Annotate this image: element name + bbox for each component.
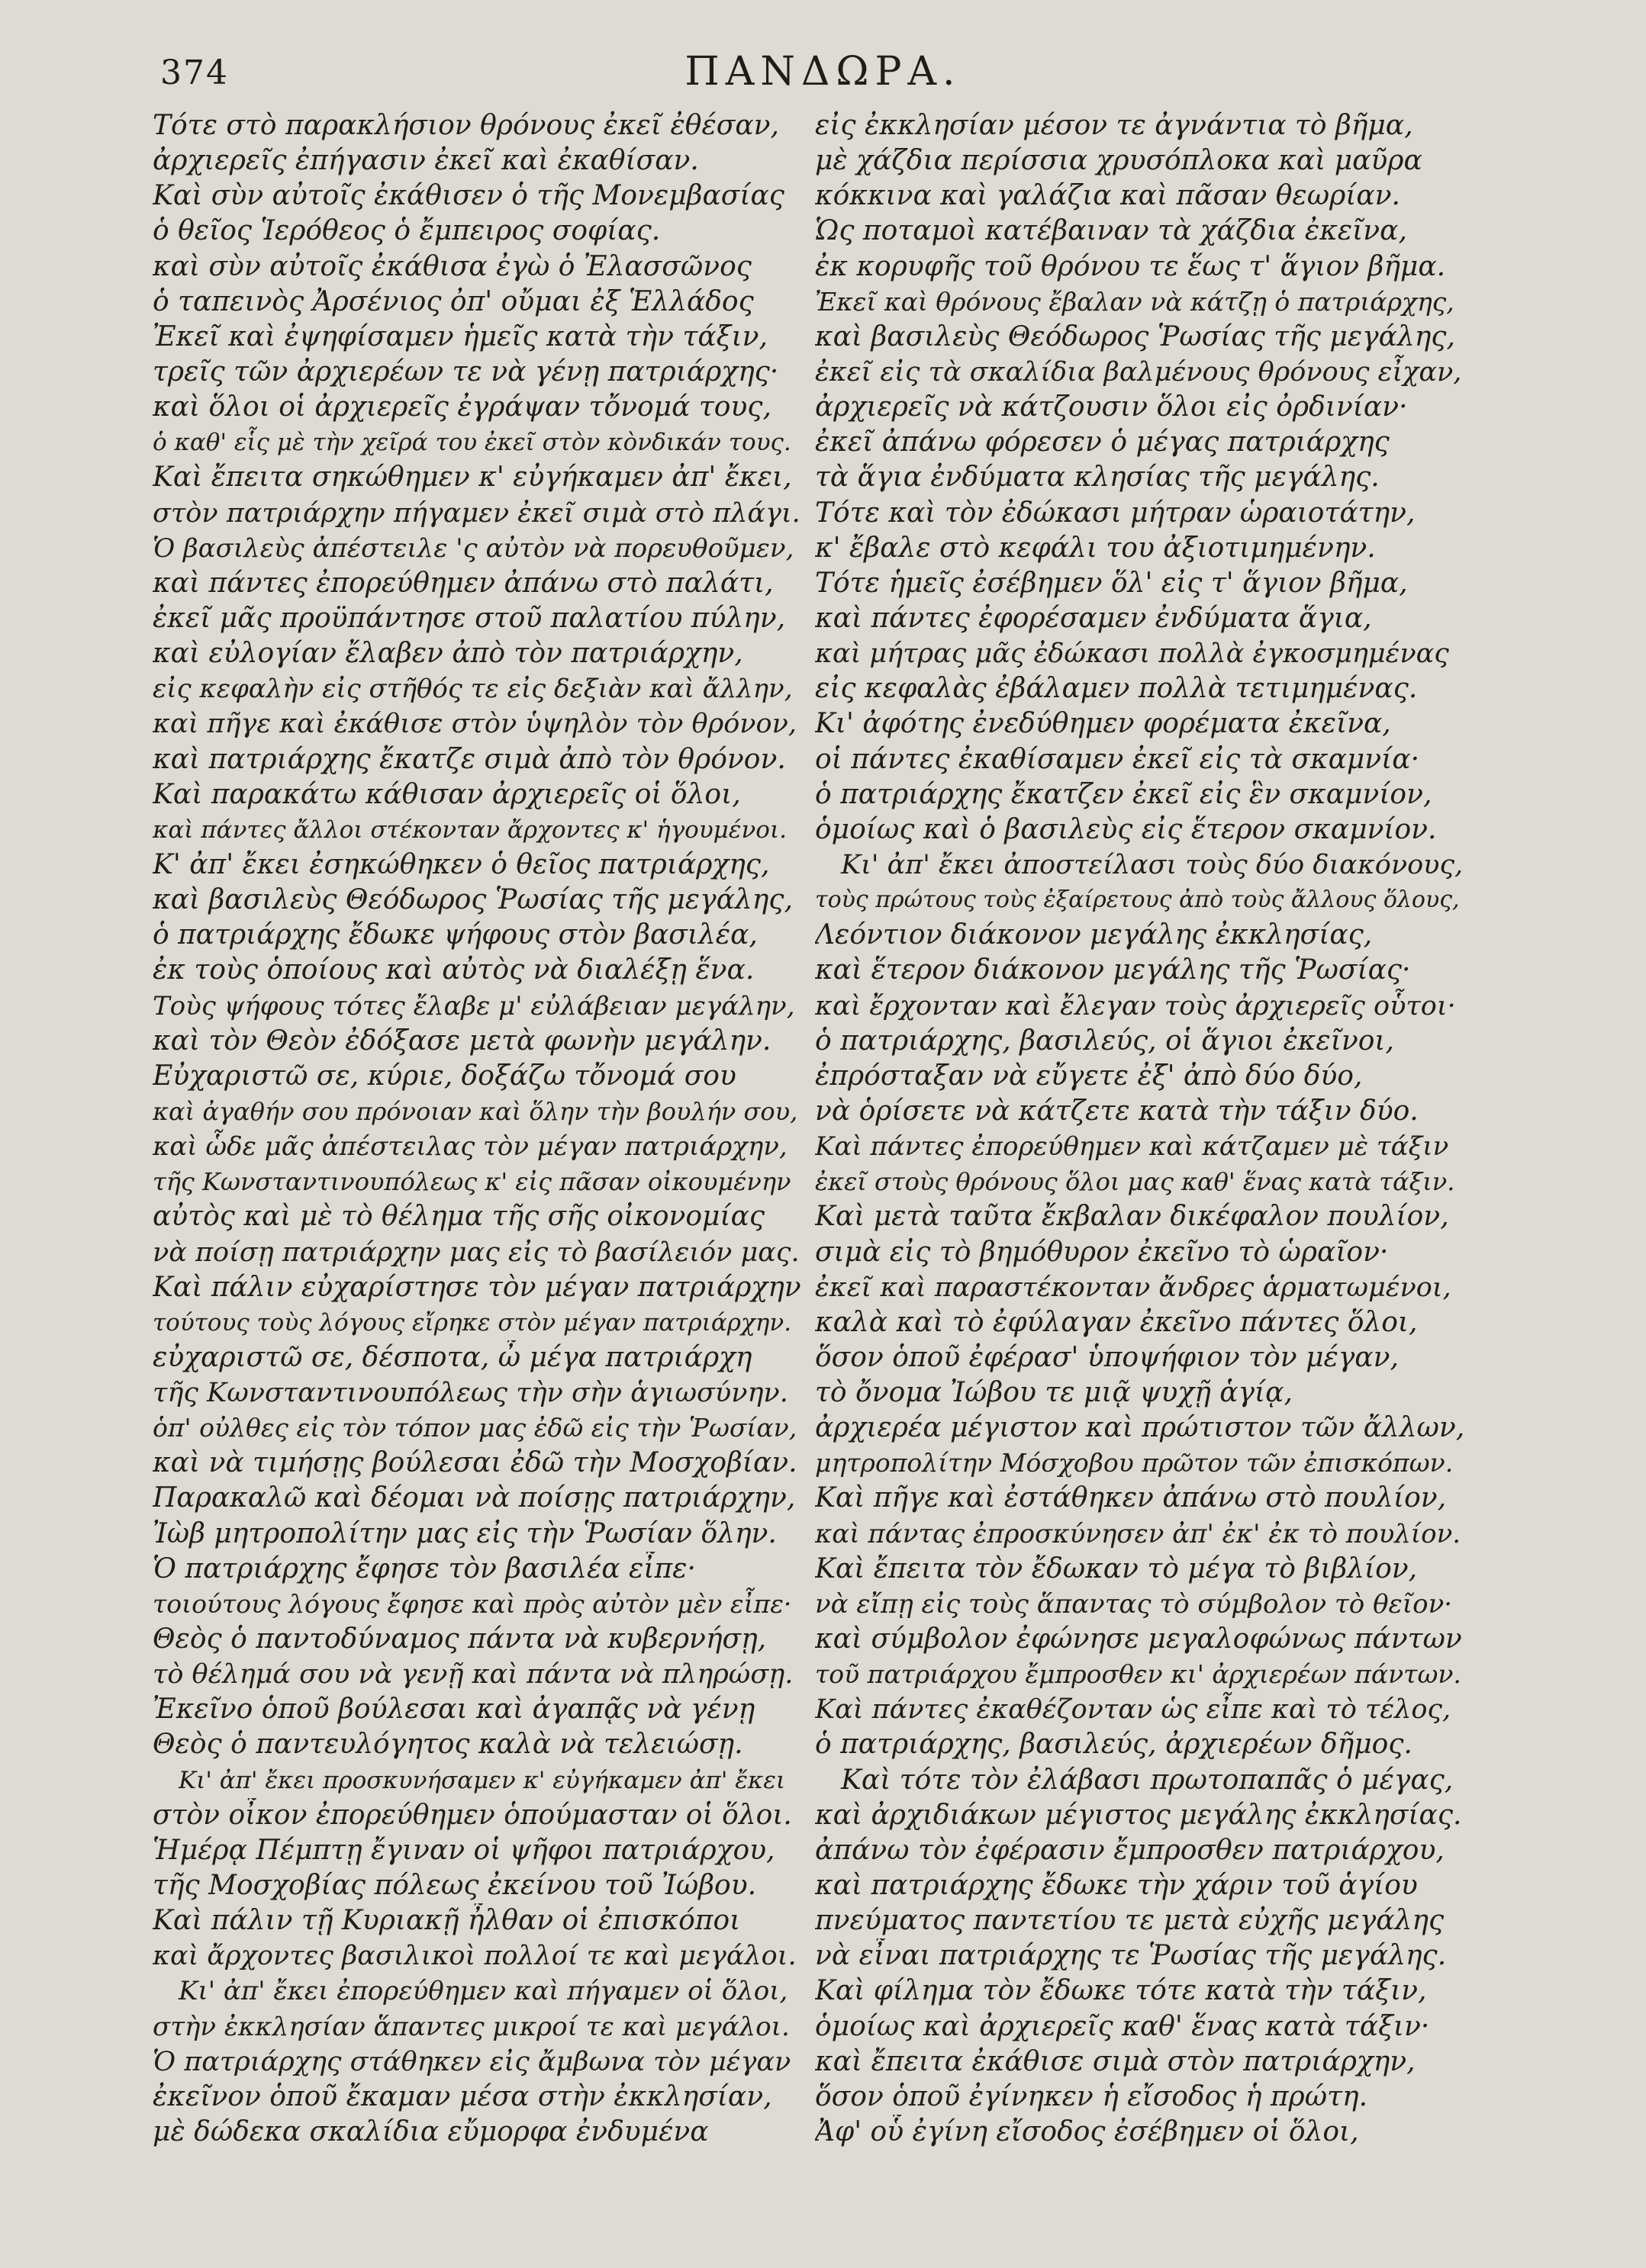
text-line: Ἐκεῖνο ὁποῦ βούλεσαι καὶ ἀγαπᾷς νὰ γένῃ <box>153 1694 755 1726</box>
text-line: καὶ ὅλοι οἱ ἀρχιερεῖς ἐγράψαν τὄνομά τους, <box>153 391 771 423</box>
text-line: καὶ ἕτερον διάκονον μεγάλης τῆς Ῥωσίας· <box>815 954 1411 986</box>
text-line: στὴν ἐκκλησίαν ἅπαντες μικροί τε καὶ μεγάλοι. <box>153 2011 790 2042</box>
text-line: Καὶ σὺν αὐτοῖς ἐκάθισεν ὁ τῆς Μονεμβασίας <box>153 180 784 212</box>
text-line: Θεὸς ὁ παντοδύναμος πάντα νὰ κυβερνήσῃ, <box>153 1623 767 1655</box>
left-column <box>153 108 801 2150</box>
text-line: Κ' ἀπ' ἔκει ἐσηκώθηκεν ὁ θεῖος πατριάρχης, <box>153 848 770 880</box>
text-line: Ὁ πατριάρχης ἔφησε τὸν βασιλέα εἶπε· <box>153 1552 696 1584</box>
text-line: Τότε ἡμεῖς ἐσέβημεν ὅλ' εἰς τ' ἅγιον βῆμα, <box>815 567 1408 599</box>
text-line: καλὰ καὶ τὸ ἐφύλαγαν ἐκεῖνο πάντες ὅλοι, <box>815 1306 1418 1338</box>
text-line: καὶ μήτρας μᾶς ἐδώκασι πολλὰ ἐγκοσμημένας <box>815 639 1449 670</box>
text-line: ἀρχιερέα μέγιστον καὶ πρώτιστον τῶν ἄλλων, <box>815 1412 1465 1444</box>
text-line: μὲ δώδεκα σκαλίδια εὔμορφα ἐνδυμένα <box>153 2116 709 2148</box>
text-line: Ὁ βασιλεὺς ἀπέστειλε 'ς αὐτὸν νὰ πορευθοῦμεν, <box>153 532 794 564</box>
text-line: ὁ θεῖος Ἱερόθεος ὁ ἔμπειρος σοφίας. <box>153 215 661 247</box>
text-line: καὶ πάντες ἐφορέσαμεν ἐνδύματα ἅγια, <box>815 602 1372 634</box>
text-line: Κι' ἀφότης ἐνεδύθημεν φορέματα ἐκεῖνα, <box>815 708 1391 740</box>
text-line: ὁ καθ' εἷς μὲ τὴν χεῖρά του ἐκεῖ στὸν κὸνδικάν τους. <box>153 429 791 457</box>
text-line: ἀπάνω τὸν ἐφέρασιν ἔμπροσθεν πατριάρχου, <box>815 1834 1445 1866</box>
text-line: καὶ βασιλεὺς Θεόδωρος Ῥωσίας τῆς μεγάλης, <box>153 884 793 916</box>
text-line: Καὶ μετὰ ταῦτα ἔκβαλαν δικέφαλον πουλίον, <box>815 1201 1449 1233</box>
text-line: καὶ πῆγε καὶ ἐκάθισε στὸν ὑψηλὸν τὸν θρόνον, <box>153 709 797 740</box>
text-line: τούτους τοὺς λόγους εἴρηκε στὸν μέγαν πατριάρχην. <box>153 1308 792 1337</box>
text-line: μητροπολίτην Μόσχοβου πρῶτον τῶν ἐπισκόπων. <box>815 1448 1454 1478</box>
text-line: Καὶ ἔπειτα σηκώθημεν κ' εὐγήκαμεν ἀπ' ἔκει, <box>153 462 792 494</box>
text-line: καὶ εὐλογίαν ἔλαβεν ἀπὸ τὸν πατριάρχην, <box>153 638 743 670</box>
text-line: καὶ τὸν Θεὸν ἐδόξασε μετὰ φωνὴν μεγάλην. <box>153 1025 771 1057</box>
text-line: τῆς Μοσχοβίας πόλεως ἐκείνου τοῦ Ἰώβου. <box>153 1870 757 1902</box>
text-line: τοὺς πρώτους τοὺς ἐξαίρετους ἀπὸ τοὺς ἄλλους ὅλους, <box>815 886 1460 914</box>
text-line: ἐπρόσταξαν νὰ εὔγετε ἐξ' ἀπὸ δύο δύο, <box>815 1060 1363 1092</box>
text-line: καὶ νὰ τιμήσῃς βούλεσαι ἐδῶ τὴν Μοσχοβίαν. <box>153 1447 797 1479</box>
text-line: ἐκεῖ εἰς τὰ σκαλίδια βαλμένους θρόνους εἶχαν, <box>815 356 1462 388</box>
text-line: Λεόντιον διάκονον μεγάλης ἐκκλησίας, <box>815 919 1373 951</box>
text-line: ἐκ κορυφῆς τοῦ θρόνου τε ἕως τ' ἅγιον βῆμα. <box>815 250 1446 282</box>
text-line: ὁμοίως καὶ ἀρχιερεῖς καθ' ἕνας κατὰ τάξιν· <box>815 2010 1430 2042</box>
text-line: ὁ πατριάρχης, βασιλεύς, οἱ ἅγιοι ἐκεῖνοι, <box>815 1025 1394 1057</box>
text-line: στὸν πατριάρχην πήγαμεν ἐκεῖ σιμὰ στὸ πλάγι. <box>153 497 800 529</box>
text-line: ἀρχιερεῖς νὰ κάτζουσιν ὅλοι εἰς ὀρδινίαν· <box>815 391 1408 423</box>
text-line: ὁ ταπεινὸς Ἀρσένιος ὀπ' οὔμαι ἐξ Ἑλλάδος <box>153 285 754 317</box>
page-number: 374 <box>160 53 229 92</box>
text-line: Θεὸς ὁ παντευλόγητος καλὰ νὰ τελειώσῃ. <box>153 1729 743 1761</box>
text-line: ὁ πατριάρχης, βασιλεύς, ἀρχιερέων δῆμος. <box>815 1729 1412 1761</box>
text-line: κόκκινα καὶ γαλάζια καὶ πᾶσαν θεωρίαν. <box>815 180 1400 212</box>
text-line: νὰ εἴπῃ εἰς τοὺς ἅπαντας τὸ σύμβολον τὸ θεῖον· <box>815 1588 1453 1620</box>
text-line: Καὶ ἔπειτα τὸν ἔδωκαν τὸ μέγα τὸ βιβλίον, <box>815 1552 1418 1584</box>
text-line: Ἐκεῖ καὶ θρόνους ἔβαλαν νὰ κάτζῃ ὁ πατριάρχης, <box>815 286 1454 317</box>
text-line: νὰ ποίσῃ πατριάρχην μας εἰς τὸ βασίλειόν μας. <box>153 1237 800 1268</box>
text-line: Τότε στὸ παρακλήσιον θρόνους ἐκεῖ ἐθέσαν, <box>153 110 779 141</box>
text-line: Καὶ πῆγε καὶ ἐστάθηκεν ἀπάνω στὸ πουλίον, <box>815 1482 1447 1514</box>
text-line: τοῦ πατριάρχου ἔμπροσθεν κι' ἀρχιερέων πάντων. <box>815 1659 1461 1690</box>
text-line: Κι' ἀπ' ἔκει ἐπορεύθημεν καὶ πήγαμεν οἱ ὅλοι, <box>179 1976 788 2007</box>
text-line: Κι' ἀπ' ἔκει προσκυνήσαμεν κ' εὐγήκαμεν ἀπ' ἔκει <box>179 1766 786 1794</box>
text-line: μὲ χάζδια περίσσια χρυσόπλοκα καὶ μαῦρα <box>815 145 1422 177</box>
text-line: καὶ πατριάρχης ἔκατζε σιμὰ ἀπὸ τὸν θρόνον. <box>153 743 786 775</box>
text-line: ὅσον ὁποῦ ἐφέρασ' ὑποψήφιον τὸν μέγαν, <box>815 1341 1399 1373</box>
text-line: Καὶ πάντες ἐπορεύθημεν καὶ κάτζαμεν μὲ τάξιν <box>815 1131 1449 1163</box>
running-title: ΠΑΝΔΩΡΑ. <box>684 49 962 95</box>
text-line: καὶ ἀγαθήν σου πρόνοιαν καὶ ὅλην τὴν βουλήν σου, <box>153 1096 798 1126</box>
text-line: τὸ ὄνομα Ἰώβου τε μιᾷ ψυχῇ ἁγίᾳ, <box>815 1377 1293 1409</box>
text-line: Καὶ φίλημα τὸν ἔδωκε τότε κατὰ τὴν τάξιν, <box>815 1975 1427 2007</box>
text-line: ὁ πατριάρχης ἔδωκε ψήφους στὸν βασιλέα, <box>153 919 758 951</box>
text-line: ὁ πατριάρχης ἔκατζεν ἐκεῖ εἰς ἓν σκαμνίον, <box>815 778 1432 810</box>
text-line: καὶ ὧδε μᾶς ἀπέστειλας τὸν μέγαν πατριάρχην, <box>153 1131 788 1163</box>
text-line: καὶ πάντες ἐπορεύθημεν ἀπάνω στὸ παλάτι, <box>153 567 774 599</box>
text-line: Ἰὼβ μητροπολίτην μας εἰς τὴν Ῥωσίαν ὅλην. <box>153 1517 777 1549</box>
text-line: κ' ἔβαλε στὸ κεφάλι του ἀξιοτιμημένην. <box>815 532 1376 564</box>
text-line: εἰς ἐκκλησίαν μέσον τε ἀγνάντια τὸ βῆμα, <box>815 110 1413 141</box>
text-line: Τοὺς ψήφους τότες ἔλαβε μ' εὐλάβειαν μεγάλην, <box>153 990 795 1021</box>
text-line: Ὁ πατριάρχης στάθηκεν εἰς ἄμβωνα τὸν μέγαν <box>153 2046 791 2077</box>
text-line: Καὶ πάλιν τῇ Κυριακῇ ἦλθαν οἱ ἐπισκόποι <box>153 1905 741 1937</box>
text-line: ἐκ τοὺς ὁποίους καὶ αὐτὸς νὰ διαλέξῃ ἕνα. <box>153 954 755 986</box>
text-line: Τότε καὶ τὸν ἐδώκασι μήτραν ὡραιοτάτην, <box>815 497 1416 529</box>
text-line: ἐκεῖ ἀπάνω φόρεσεν ὁ μέγας πατριάρχης <box>815 426 1390 458</box>
text-line: Καὶ παρακάτω κάθισαν ἀρχιερεῖς οἱ ὅλοι, <box>153 778 741 810</box>
text-line: Καὶ πάλιν εὐχαρίστησε τὸν μέγαν πατριάρχην <box>153 1271 801 1303</box>
text-line: τὸ θέλημά σου νὰ γενῇ καὶ πάντα νὰ πληρώσῃ. <box>153 1659 794 1691</box>
page-header <box>0 46 1646 107</box>
text-line: Καὶ τότε τὸν ἐλάβασι πρωτοπαπᾶς ὁ μέγας, <box>841 1764 1454 1796</box>
right-column <box>815 108 1465 2150</box>
text-line: καὶ ἔπειτα ἐκάθισε σιμὰ στὸν πατριάρχην, <box>815 2045 1416 2077</box>
text-line: καὶ πάντες ἄλλοι στέκονταν ἄρχοντες κ' ἡγουμένοι. <box>153 816 787 844</box>
text-line: καὶ ἔρχονταν καὶ ἔλεγαν τοὺς ἀρχιερεῖς οὗτοι· <box>815 990 1456 1021</box>
text-line: ὅσον ὁποῦ ἐγίνηκεν ἡ εἴσοδος ἡ πρώτη. <box>815 2080 1368 2112</box>
text-line: καὶ πάντας ἐπροσκύνησεν ἀπ' ἐκ' ἐκ τὸ πουλίον. <box>815 1518 1461 1549</box>
text-line: Κι' ἀπ' ἔκει ἀποστείλασι τοὺς δύο διακόνους, <box>841 849 1464 880</box>
text-line: τρεῖς τῶν ἀρχιερέων τε νὰ γένῃ πατριάρχης· <box>153 355 779 388</box>
text-line: νὰ εἶναι πατριάρχης τε Ῥωσίας τῆς μεγάλης. <box>815 1940 1447 1972</box>
text-line: καὶ ἄρχοντες βασιλικοὶ πολλοί τε καὶ μεγάλοι. <box>153 1941 797 1972</box>
text-line: καὶ βασιλεὺς Θεόδωρος Ῥωσίας τῆς μεγάλης, <box>815 320 1455 352</box>
text-line: ἐκεῖνον ὁποῦ ἔκαμαν μέσα στὴν ἐκκλησίαν, <box>153 2080 772 2112</box>
text-line: σιμὰ εἰς τὸ βημόθυρον ἐκεῖνο τὸ ὡραῖον· <box>815 1236 1389 1268</box>
text-line: εὐχαριστῶ σε, δέσποτα, ὦ μέγα πατριάρχη <box>153 1341 752 1373</box>
text-line: στὸν οἶκον ἐπορεύθημεν ὁπούμασταν οἱ ὅλοι. <box>153 1799 792 1831</box>
text-line: τὰ ἅγια ἐνδύματα κλησίας τῆς μεγάλης. <box>815 462 1380 494</box>
text-line: καὶ ἀρχιδιάκων μέγιστος μεγάλης ἐκκλησίας. <box>815 1799 1462 1831</box>
text-line: ὁμοίως καὶ ὁ βασιλεὺς εἰς ἕτερον σκαμνίον. <box>815 813 1437 845</box>
text-line: εἰς κεφαλὴν εἰς στῆθός τε εἰς δεξιὰν καὶ ἄλλην, <box>153 674 793 705</box>
text-line: καὶ σύμβολον ἐφώνησε μεγαλοφώνως πάντων <box>815 1623 1462 1655</box>
text-line: καὶ πατριάρχης ἔδωκε τὴν χάριν τοῦ ἁγίου <box>815 1870 1418 1902</box>
text-line: καὶ σὺν αὐτοῖς ἐκάθισα ἐγὼ ὁ Ἐλασσῶνος <box>153 250 752 282</box>
text-line: νὰ ὁρίσετε νὰ κάτζετε κατὰ τὴν τάξιν δύο. <box>815 1095 1419 1127</box>
text-line: τοιούτους λόγους ἔφησε καὶ πρὸς αὐτὸν μὲν εἶπε· <box>153 1588 792 1619</box>
text-line: αὐτὸς καὶ μὲ τὸ θέλημα τῆς σῆς οἰκονομίας <box>153 1201 765 1233</box>
text-line: Ἀφ' οὗ ἐγίνη εἴσοδος ἐσέβημεν οἱ ὅλοι, <box>815 2116 1359 2148</box>
text-line: Εὐχαριστῶ σε, κύριε, δοξάζω τὄνομά σου <box>153 1060 736 1092</box>
text-line: Ἐκεῖ καὶ ἐψηφίσαμεν ἡμεῖς κατὰ τὴν τάξιν, <box>153 320 768 352</box>
text-line: Ὡς ποταμοὶ κατέβαιναν τὰ χάζδια ἐκεῖνα, <box>815 215 1407 247</box>
text-line: ἐκεῖ μᾶς προϋπάντησε στοῦ παλατίου πύλην, <box>153 602 786 634</box>
text-line: τῆς Κωνσταντινουπόλεως κ' εἰς πᾶσαν οἰκουμένην <box>153 1167 791 1197</box>
text-line: ἐκεῖ καὶ παραστέκονταν ἄνδρες ἁρματωμένοι, <box>815 1272 1451 1303</box>
text-line: πνεύματος παντετίου τε μετὰ εὐχῆς μεγάλης <box>815 1905 1445 1937</box>
text-line: εἰς κεφαλὰς ἐβάλαμεν πολλὰ τετιμημένας. <box>815 673 1418 705</box>
text-line: ἐκεῖ στοὺς θρόνους ὅλοι μας καθ' ἕνας κατὰ τάξιν. <box>815 1167 1455 1197</box>
text-line: ὁπ' οὐλθες εἰς τὸν τόπον μας ἐδῶ εἰς τὴν Ῥωσίαν, <box>153 1413 797 1443</box>
text-line: τῆς Κωνσταντινουπόλεως τὴν σὴν ἁγιωσύνην. <box>153 1378 788 1409</box>
text-line: ἀρχιερεῖς ἐπήγασιν ἐκεῖ καὶ ἐκαθίσαν. <box>153 145 699 177</box>
text-line: Ἡμέρᾳ Πέμπτῃ ἔγιναν οἱ ψῆφοι πατριάρχου, <box>153 1834 775 1866</box>
text-line: Παρακαλῶ καὶ δέομαι νὰ ποίσῃς πατριάρχην, <box>153 1482 796 1514</box>
text-line: οἱ πάντες ἐκαθίσαμεν ἐκεῖ εἰς τὰ σκαμνία· <box>815 743 1420 775</box>
text-line: Καὶ πάντες ἐκαθέζονταν ὡς εἶπε καὶ τὸ τέλος, <box>815 1694 1451 1726</box>
